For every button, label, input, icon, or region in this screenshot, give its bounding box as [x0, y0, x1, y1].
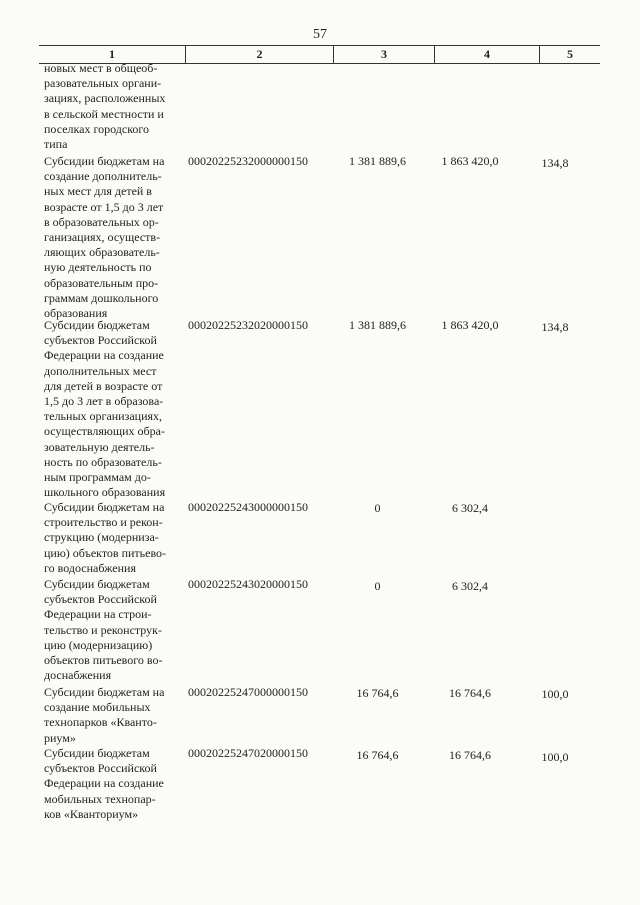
- value-col-3: 16 764,6: [356, 686, 399, 700]
- value-col-3: 16 764,6: [356, 748, 399, 762]
- table-row-name: новых мест в общеоб- разовательных органи- зациях, расположенных в сельской местности и поселках городского типа: [44, 61, 166, 152]
- value-col-3: 0: [374, 501, 381, 515]
- table-row-name: Субсидии бюджетам субъектов Российской Федерации на строи- тельство и реконструк- цию (модернизацию) объектов питьевого во- доснабжения: [44, 577, 163, 683]
- budget-code: 00020225232020000150: [188, 318, 308, 332]
- header-col-4: 4: [484, 47, 490, 61]
- value-col-4: 6 302,4: [452, 579, 488, 593]
- budget-code: 00020225243020000150: [188, 577, 308, 591]
- budget-code: 00020225243000000150: [188, 500, 308, 514]
- header-col-2: 2: [256, 47, 263, 61]
- value-col-5: 100,0: [541, 750, 569, 764]
- table-row-name: Субсидии бюджетам на строительство и рекон- струкцию (модерниза- цию) объектов питьево- го водоснабжения: [44, 500, 167, 575]
- table-row-name: Субсидии бюджетам субъектов Российской Федерации на создание мобильных технопар- ков «Кванториум»: [44, 746, 164, 821]
- table-row-name: Субсидии бюджетам на создание мобильных технопарков «Кванто- риум»: [44, 685, 165, 745]
- value-col-4: 16 764,6: [449, 686, 491, 700]
- value-col-3: 1 381 889,6: [349, 154, 406, 168]
- budget-code: 00020225247000000150: [188, 685, 308, 699]
- header-col-3: 3: [381, 47, 387, 61]
- value-col-5: 100,0: [541, 687, 569, 701]
- value-col-4: 16 764,6: [449, 748, 491, 762]
- header-col-5: 5: [567, 47, 573, 61]
- value-col-3: 0: [374, 579, 381, 593]
- value-col-5: 134,8: [541, 320, 569, 334]
- value-col-4: 1 863 420,0: [441, 318, 499, 332]
- budget-code: 00020225232000000150: [188, 154, 308, 168]
- value-col-3: 1 381 889,6: [349, 318, 406, 332]
- budget-code: 00020225247020000150: [188, 746, 308, 760]
- header-col-1: 1: [109, 47, 115, 61]
- page-number: 57: [313, 27, 327, 42]
- value-col-4: 6 302,4: [452, 501, 488, 515]
- table-row-name: Субсидии бюджетам на создание дополнитель- ных мест для детей в возрасте от 1,5 до 3 лет в образовательных ор- ганизациях, осуществ- ляющих образователь- ную деятельность по образовательным про- граммам дошкольного образования: [44, 154, 165, 321]
- value-col-4: 1 863 420,0: [441, 154, 499, 168]
- table-row-name: Субсидии бюджетам субъектов Российской Федерации на создание дополнительных мест для детей в возрасте от 1,5 до 3 лет в образова- тельных организациях, осуществляющих обра- зовательную деятель- ность по образователь- ным программам до- школьного образования: [44, 318, 166, 500]
- value-col-5: 134,8: [541, 156, 569, 170]
